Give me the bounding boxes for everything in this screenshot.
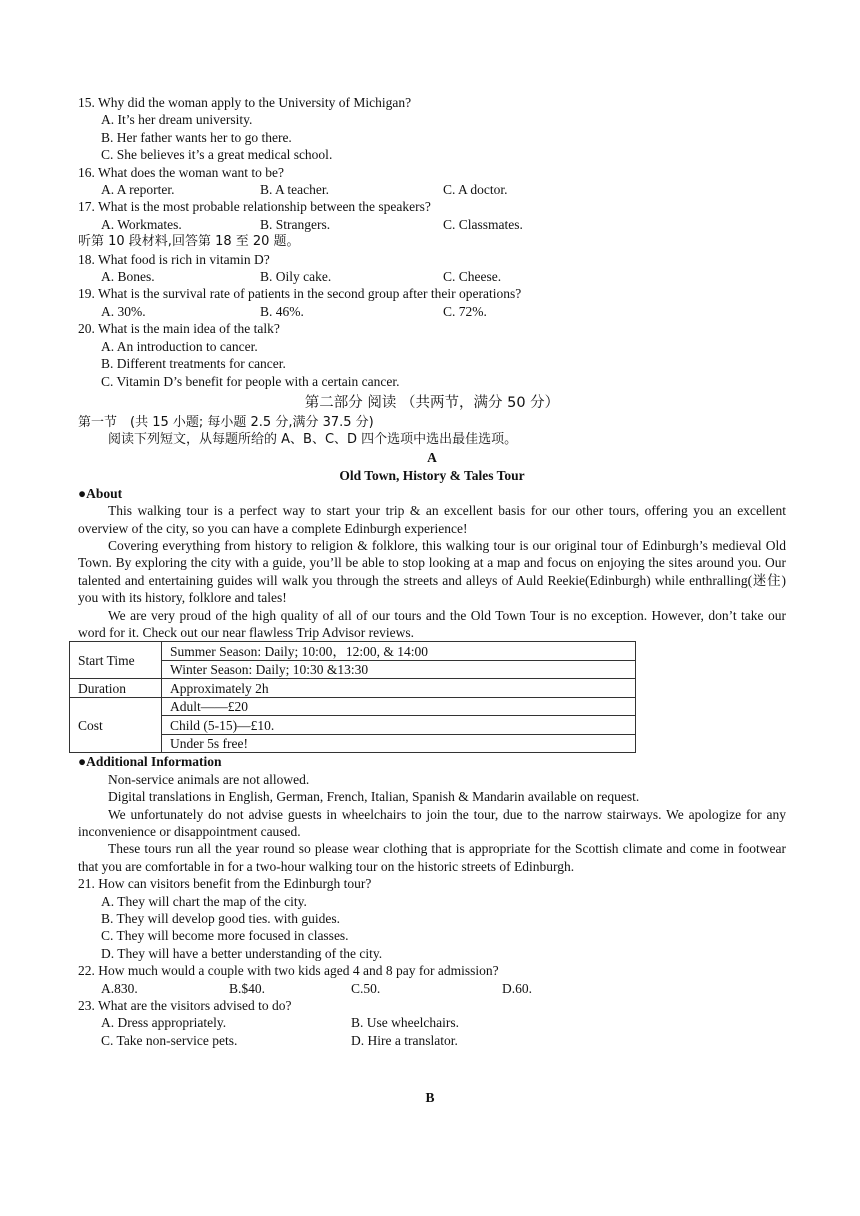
- question-18: 18. What food is rich in vitamin D?: [78, 251, 270, 267]
- options-23-row1: [78, 1014, 786, 1031]
- option-23d: D. Hire a translator.: [351, 1032, 458, 1048]
- option-19c: C. 72%.: [443, 303, 487, 319]
- question-22: 22. How much would a couple with two kids aged 4 and 8 pay for admission?: [78, 963, 499, 979]
- option-21b: B. They will develop good ties. with guides.: [101, 911, 340, 927]
- options-19: [78, 303, 786, 320]
- option-18b: B. Oily cake.: [260, 269, 332, 285]
- option-17b: B. Strangers.: [260, 216, 331, 232]
- additional-info-3: We unfortunately do not advise guests in wheelchairs to join the tour, due to the narrow stairways. We apologize for any inconvenience or disappointment caused.: [78, 806, 786, 839]
- table-row: [70, 697, 636, 716]
- options-16: [78, 181, 786, 198]
- cost-adult: Adult——£20: [162, 697, 636, 716]
- cost-child: Child (5-15)—£10.: [162, 716, 636, 735]
- option-16a: A. A reporter.: [101, 182, 175, 198]
- section-10-heading: 听第 10 段材料,回答第 18 至 20 题。: [78, 234, 300, 250]
- additional-info-4: These tours run all the year round so please wear clothing that is appropriate for the Scottish climate and come in footwear that you are comfortable in for a two-hour walking tour on the historic streets of Edinburgh.: [78, 841, 786, 874]
- about-heading: ●About: [78, 485, 123, 501]
- cost-label: Cost: [70, 697, 162, 753]
- option-18a: A. Bones.: [101, 269, 155, 285]
- option-15a: A. It’s her dream university.: [101, 112, 253, 128]
- option-22d: D.60.: [502, 980, 532, 996]
- passage-b-letter: B: [425, 1090, 435, 1105]
- cost-under5: Under 5s free!: [162, 734, 636, 753]
- start-winter: Winter Season: Daily; 10:30 &13:30: [162, 660, 636, 679]
- tour-info-table: [69, 641, 636, 753]
- option-16c: C. A doctor.: [443, 182, 508, 198]
- option-23a: A. Dress appropriately.: [101, 1015, 227, 1031]
- additional-info-2: Digital translations in English, German, French, Italian, Spanish & Mandarin available on request.: [108, 789, 640, 805]
- option-21c: C. They will become more focused in classes.: [101, 928, 349, 944]
- table-row: [70, 679, 636, 698]
- option-17a: A. Workmates.: [101, 216, 182, 232]
- question-23: 23. What are the visitors advised to do?: [78, 998, 292, 1014]
- question-16: 16. What does the woman want to be?: [78, 164, 284, 180]
- question-19: 19. What is the survival rate of patients in the second group after their operations?: [78, 286, 522, 302]
- additional-info-1: Non-service animals are not allowed.: [108, 771, 310, 787]
- option-16b: B. A teacher.: [260, 182, 329, 198]
- option-19b: B. 46%.: [260, 303, 304, 319]
- option-21a: A. They will chart the map of the city.: [101, 893, 307, 909]
- start-time-label: Start Time: [70, 642, 162, 679]
- option-20a: A. An introduction to cancer.: [101, 338, 258, 354]
- exam-page: [78, 94, 786, 1049]
- option-23b: B. Use wheelchairs.: [351, 1015, 459, 1031]
- question-20: 20. What is the main idea of the talk?: [78, 321, 280, 337]
- option-15b: B. Her father wants her to go there.: [101, 129, 292, 145]
- section1-heading: 第一节 (共 15 小题; 每小题 2.5 分,满分 37.5 分): [78, 414, 374, 430]
- table-row: [70, 642, 636, 661]
- duration-value: Approximately 2h: [162, 679, 636, 698]
- option-20b: B. Different treatments for cancer.: [101, 356, 286, 372]
- passage-a-letter: A: [427, 449, 437, 465]
- question-15: 15. Why did the woman apply to the University of Michigan?: [78, 95, 412, 110]
- options-18: [78, 268, 786, 285]
- passage-a-title: Old Town, History & Tales Tour: [339, 467, 525, 483]
- options-23-row2: [78, 1032, 786, 1049]
- additional-info-heading: ●Additional Information: [78, 754, 222, 770]
- about-paragraph-1: This walking tour is a perfect way to start your trip & an excellent basis for our other tours, offering you an excellent overview of the city, so you can have a complete Edinburgh experience!: [78, 503, 786, 536]
- duration-label: Duration: [70, 679, 162, 698]
- option-18c: C. Cheese.: [443, 269, 502, 285]
- option-20c: C. Vitamin D’s benefit for people with a certain cancer.: [101, 373, 400, 389]
- option-23c: C. Take non-service pets.: [101, 1032, 238, 1048]
- option-19a: A. 30%.: [101, 303, 146, 319]
- option-22a: A.830.: [101, 980, 138, 996]
- option-22b: B.$40.: [229, 980, 266, 996]
- option-22c: C.50.: [351, 980, 381, 996]
- about-paragraph-2: Covering everything from history to religion & folklore, this walking tour is our original tour of Edinburgh’s medieval Old Town. By exploring the city with a guide, you’ll be able to stop looking at a map and focus on enjoying the sites around you. Our talented and entertaining guides will walk you through the streets and alleys of Auld Reekie(Edinburgh) while enthralling(迷住) you with its history, folklore and tales!: [78, 537, 786, 606]
- part2-title: 第二部分 阅读 （共两节，满分 50 分）: [304, 394, 560, 411]
- options-17: [78, 216, 786, 233]
- about-paragraph-3: We are very proud of the high quality of all of our tours and the Old Town Tour is no exception. However, don’t take our word for it. Check out our near flawless Trip Advisor reviews.: [78, 607, 786, 640]
- option-15c: C. She believes it’s a great medical school.: [101, 147, 333, 163]
- option-17c: C. Classmates.: [443, 216, 523, 232]
- option-21d: D. They will have a better understanding of the city.: [101, 945, 383, 961]
- question-21: 21. How can visitors benefit from the Edinburgh tour?: [78, 876, 372, 892]
- question-17: 17. What is the most probable relationship between the speakers?: [78, 199, 431, 215]
- start-summer: Summer Season: Daily; 10:00，12:00, & 14:00: [162, 642, 636, 661]
- reading-instruction: 阅读下列短文，从每题所给的 A、B、C、D 四个选项中选出最佳选项。: [108, 432, 518, 448]
- options-22: [78, 980, 786, 997]
